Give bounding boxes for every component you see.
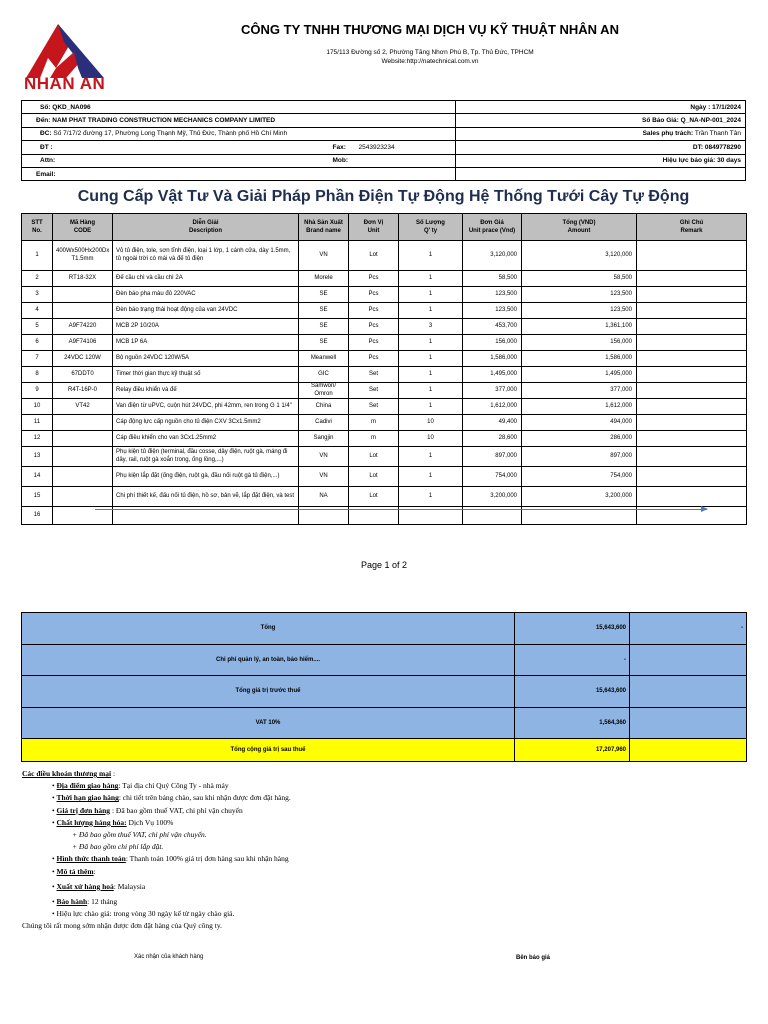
price-cell: 3,120,000: [463, 241, 522, 271]
desc-cell: Phụ kiện lắp đặt (ống điện, ruột gà, đầu nối ruột gà tủ điện,...): [113, 467, 299, 487]
stt-cell: 5: [22, 319, 53, 335]
unit-cell: Lot: [349, 467, 399, 487]
price-cell: 123,500: [463, 303, 522, 319]
code-cell: 67DDT0: [53, 367, 113, 383]
unit-cell: Lot: [349, 241, 399, 271]
table-row: [22, 303, 747, 319]
info-row: [22, 127, 746, 140]
unit-cell: Set: [349, 399, 399, 415]
remark-cell: [637, 431, 747, 447]
qty-cell: 1: [399, 241, 463, 271]
table-row: [22, 271, 747, 287]
stt-cell: 6: [22, 335, 53, 351]
stt-cell: 8: [22, 367, 53, 383]
items-table: [21, 213, 747, 525]
term-sub-item: + Đã bao gồm thuế VAT, chi phí vận chuyển.: [72, 830, 207, 840]
col-price: Đơn Giá Unit prace (Vnd): [463, 214, 522, 241]
brand-cell: VN: [299, 447, 349, 467]
totals-value: 1,564,360: [515, 707, 630, 739]
price-cell: 453,700: [463, 319, 522, 335]
col-desc: Diễn Giải Description: [113, 214, 299, 241]
customer-info-table: [21, 100, 746, 181]
term-text: : chi tiết trên bảng chào, sau khi nhận được đơn đặt hàng.: [118, 793, 291, 803]
brand-cell: SE: [299, 319, 349, 335]
stt-cell: 1: [22, 241, 53, 271]
qty-cell: 10: [399, 431, 463, 447]
table-row: [22, 447, 747, 467]
term-label: Chất lượng hàng hóa:: [56, 817, 127, 827]
company-name: CÔNG TY TNHH THƯƠNG MẠI DỊCH VỤ KỸ THUẬT NHÂN AN: [241, 22, 619, 37]
term-sub-item: + Đã bao gồm chi phí lắp đặt.: [72, 842, 164, 852]
totals-remark: [630, 707, 747, 739]
remark-cell: [637, 467, 747, 487]
stt-cell: 16: [22, 507, 53, 525]
table-row: [22, 319, 747, 335]
bullet: •: [52, 805, 55, 815]
closing-note: Chúng tôi rất mong sớm nhận được đơn đặt hàng của Quý công ty.: [22, 921, 223, 931]
company-address: [220, 48, 640, 66]
unit-cell: m: [349, 431, 399, 447]
qty-cell: 1: [399, 467, 463, 487]
totals-row: [22, 739, 747, 762]
bullet: •: [52, 793, 55, 803]
col-unit: Đơn Vị Unit: [349, 214, 399, 241]
bullet: •: [52, 817, 55, 827]
email: Email:: [22, 167, 456, 180]
code-cell: [53, 415, 113, 431]
table-row: [22, 487, 747, 507]
code-cell: 400Wx500Hx200Dx T1.5mm: [53, 241, 113, 271]
sales-person: Sales phụ trách: Trần Thanh Tân: [456, 127, 746, 140]
bullet: •: [52, 781, 55, 791]
amount-cell: 3,200,000: [522, 487, 637, 507]
totals-label: Tổng giá trị trước thuế: [22, 676, 515, 708]
col-amount: Tổng (VND) Amount: [522, 214, 637, 241]
address: ĐC: Số 7/17/2 đường 17, Phường Long Thạnh Mỹ, Thủ Đức, Thành phố Hồ Chí Minh: [22, 127, 456, 140]
totals-label: Chi phí quản lý, an toàn, bảo hiểm....: [22, 644, 515, 676]
amount-cell: 156,000: [522, 335, 637, 351]
totals-remark: -: [630, 613, 747, 645]
description-term: • Mô tả thêm:: [52, 866, 96, 876]
stt-cell: 13: [22, 447, 53, 467]
quote-title: Cung Cấp Vật Tư Và Giải Pháp Phần Điện Tự Động Hệ Thống Tưới Cây Tự Động: [77, 188, 690, 205]
remark-cell: [637, 447, 747, 467]
info-row: [22, 167, 746, 180]
commercial-terms: [22, 768, 582, 933]
term-item: [22, 792, 582, 804]
qty-cell: 1: [399, 271, 463, 287]
quote-number: Số: QKD_NA096: [22, 101, 456, 114]
amount-cell: 123,500: [522, 287, 637, 303]
stt-cell: 7: [22, 351, 53, 367]
amount-cell: 58,500: [522, 271, 637, 287]
desc-cell: Đèn báo pha màu đỏ 220VAC: [113, 287, 299, 303]
origin-term: • Xuất xứ hàng hoá: Malaysia: [52, 881, 146, 891]
remark-cell: [637, 415, 747, 431]
desc-cell: Bộ nguồn 24VDC 120W/5A: [113, 351, 299, 367]
totals-remark: [630, 644, 747, 676]
brand-cell: Cadivi: [299, 415, 349, 431]
desc-cell: Vỏ tủ điện, tole, sơn tĩnh điện, loại 1 lớp, 1 cánh cửa, dày 1.5mm, tủ ngoài trời có mái và đế tủ điện: [113, 241, 299, 271]
desc-cell: Chi phí thiết kế, đấu nối tủ điện, hồ sơ, bản vẽ, lắp đặt điện, và test: [113, 487, 299, 507]
amount-cell: 1,586,000: [522, 351, 637, 367]
row-arrow-line: [95, 509, 707, 510]
qty-cell: 10: [399, 415, 463, 431]
price-cell: 28,600: [463, 431, 522, 447]
totals-row: [22, 613, 747, 645]
col-code: Mã Hàng CODE: [53, 214, 113, 241]
terms-heading: Các điều khoản thương mại :: [22, 769, 116, 778]
remark-cell: [637, 287, 747, 303]
code-cell: [53, 431, 113, 447]
brand-cell: NA: [299, 487, 349, 507]
price-cell: 377,000: [463, 383, 522, 399]
page-number: Page 1 of 2: [360, 560, 408, 570]
brand-cell: SE: [299, 303, 349, 319]
unit-cell: Lot: [349, 487, 399, 507]
row-arrow-head: [701, 506, 708, 512]
stt-cell: 10: [22, 399, 53, 415]
amount-cell: 1,612,000: [522, 399, 637, 415]
price-cell: 156,000: [463, 335, 522, 351]
remark-cell: [637, 303, 747, 319]
amount-cell: 754,000: [522, 467, 637, 487]
desc-cell: Relay điều khiển và đế: [113, 383, 299, 399]
website-line: Website:http://natechnical.com.vn: [381, 58, 479, 65]
unit-cell: Pcs: [349, 271, 399, 287]
table-row: [22, 287, 747, 303]
brand-cell: VN: [299, 241, 349, 271]
unit-cell: Pcs: [349, 287, 399, 303]
table-row: [22, 415, 747, 431]
col-qty: Số Lượng Q' ty: [399, 214, 463, 241]
qty-cell: 1: [399, 303, 463, 319]
code-cell: [53, 287, 113, 303]
unit-cell: Pcs: [349, 319, 399, 335]
amount-cell: 123,500: [522, 303, 637, 319]
phone-fax: ĐT : Fax: 2543923234: [22, 141, 456, 154]
brand-cell: Sangjin: [299, 431, 349, 447]
quote-date: Ngày : 17/1/2024: [456, 101, 746, 114]
term-text: Dịch Vụ 100%: [126, 817, 174, 827]
remark-cell: [637, 271, 747, 287]
address-line: 175/113 Đường số 2, Phường Tăng Nhơn Phú B, Tp. Thủ Đức, TPHCM: [326, 49, 534, 56]
table-row: [22, 367, 747, 383]
price-cell: 1,612,000: [463, 399, 522, 415]
totals-value: 15,643,600: [515, 676, 630, 708]
sales-phone: DT: 0849778290: [456, 141, 746, 154]
code-cell: [53, 487, 113, 507]
desc-cell: MCB 1P 6A: [113, 335, 299, 351]
desc-cell: MCB 2P 10/20A: [113, 319, 299, 335]
totals-label: VAT 10%: [22, 707, 515, 739]
remark-cell: [637, 383, 747, 399]
price-cell: 1,495,000: [463, 367, 522, 383]
empty-cell: [456, 167, 746, 180]
remark-cell: [637, 335, 747, 351]
table-row: [22, 383, 747, 399]
attn-mob: Attn: Mob:: [22, 154, 456, 167]
unit-cell: m: [349, 415, 399, 431]
price-cell: 754,000: [463, 467, 522, 487]
amount-cell: 494,000: [522, 415, 637, 431]
amount-cell: 1,361,100: [522, 319, 637, 335]
totals-value: 15,643,600: [515, 613, 630, 645]
stt-cell: 14: [22, 467, 53, 487]
term-label: Thời hạn giao hàng: [56, 793, 119, 803]
totals-row: [22, 676, 747, 708]
remark-cell: [637, 351, 747, 367]
info-row: [22, 154, 746, 167]
table-row: [22, 335, 747, 351]
qty-cell: 1: [399, 335, 463, 351]
price-cell: 123,500: [463, 287, 522, 303]
col-remark: Ghi Chú Remark: [637, 214, 747, 241]
desc-cell: Đèn báo trạng thái hoạt động của van 24VDC: [113, 303, 299, 319]
stt-cell: 4: [22, 303, 53, 319]
col-stt: STT No.: [22, 214, 53, 241]
unit-cell: Lot: [349, 447, 399, 467]
table-row: [22, 351, 747, 367]
term-item: [22, 805, 582, 817]
unit-cell: Pcs: [349, 351, 399, 367]
warranty-term: • Bảo hành: 12 tháng: [52, 897, 118, 907]
brand-cell: VN: [299, 467, 349, 487]
desc-cell: Cáp động lực cấp nguồn cho tủ điện CXV 3Cx1.5mm2: [113, 415, 299, 431]
info-row: [22, 101, 746, 114]
payment-term: • Hình thức thanh toán: Thanh toán 100% giá trị đơn hàng sau khi nhận hàng: [52, 854, 289, 864]
code-cell: A9F74220: [53, 319, 113, 335]
code-cell: 24VDC 120W: [53, 351, 113, 367]
price-cell: 1,586,000: [463, 351, 522, 367]
qty-cell: 1: [399, 287, 463, 303]
term-item: [22, 780, 582, 792]
validity-term: • Hiệu lực chào giá: trong vòng 30 ngày kể từ ngày chào giá.: [52, 909, 235, 919]
totals-label: Tổng: [22, 613, 515, 645]
stt-cell: 2: [22, 271, 53, 287]
desc-cell: Timer thời gian thực kỹ thuật số: [113, 367, 299, 383]
brand-cell: Meanwell: [299, 351, 349, 367]
qty-cell: 3: [399, 319, 463, 335]
remark-cell: [637, 319, 747, 335]
validity: Hiệu lực báo giá: 30 days: [456, 154, 746, 167]
amount-cell: 1,495,000: [522, 367, 637, 383]
remark-cell: [637, 487, 747, 507]
totals-remark: [630, 676, 747, 708]
qty-cell: 1: [399, 367, 463, 383]
code-cell: [53, 467, 113, 487]
totals-table: [21, 612, 747, 762]
price-cell: 58,500: [463, 271, 522, 287]
logo-text: NHAN AN: [24, 74, 106, 93]
table-row: [22, 467, 747, 487]
info-row: [22, 114, 746, 127]
amount-cell: 377,000: [522, 383, 637, 399]
remark-cell: [637, 367, 747, 383]
totals-value: 17,207,960: [515, 739, 630, 762]
table-row: [22, 241, 747, 271]
brand-cell: SE: [299, 335, 349, 351]
amount-cell: 897,000: [522, 447, 637, 467]
brand-cell: Morele: [299, 271, 349, 287]
desc-cell: Phụ kiện tủ điện (terminal, đầu cosse, dây điện, ruột gà, máng đi dây, rail, ruột gà xoắn trong, ống lồng,...): [113, 447, 299, 467]
stt-cell: 11: [22, 415, 53, 431]
table-row: [22, 431, 747, 447]
qty-cell: 1: [399, 399, 463, 415]
info-row: [22, 141, 746, 154]
brand-cell: Samwon/ Omron: [299, 383, 349, 399]
totals-remark: [630, 739, 747, 762]
code-cell: VT42: [53, 399, 113, 415]
table-row: [22, 399, 747, 415]
desc-cell: Đế cầu chì và cầu chì 2A: [113, 271, 299, 287]
unit-cell: Pcs: [349, 303, 399, 319]
unit-cell: Set: [349, 367, 399, 383]
qty-cell: 1: [399, 383, 463, 399]
term-label: Giá trị đơn hàng: [56, 805, 111, 815]
amount-cell: 286,000: [522, 431, 637, 447]
recipient: Đến: NAM PHAT TRADING CONSTRUCTION MECHANICS COMPANY LIMITED: [22, 114, 456, 127]
desc-cell: Cáp điều khiển cho van 3Cx1.25mm2: [113, 431, 299, 447]
brand-cell: GIC: [299, 367, 349, 383]
term-label: Địa điểm giao hàng: [56, 781, 119, 791]
term-item: [22, 817, 582, 829]
desc-cell: Van điện từ uPVC, cuộn hút 24VDC, phi 42mm, ren trong G 1 1/4": [113, 399, 299, 415]
totals-row: [22, 707, 747, 739]
term-text: : Đã bao gồm thuế VAT, chi phí vận chuyển: [110, 805, 243, 815]
unit-cell: Pcs: [349, 335, 399, 351]
stt-cell: 12: [22, 431, 53, 447]
code-cell: R4T-16P-0: [53, 383, 113, 399]
totals-label: Tổng cộng giá trị sau thuế: [22, 739, 515, 762]
price-cell: 897,000: [463, 447, 522, 467]
price-cell: 3,200,000: [463, 487, 522, 507]
remark-cell: [637, 399, 747, 415]
col-brand: Nhà Sản Xuất Brand name: [299, 214, 349, 241]
code-cell: A9F74106: [53, 335, 113, 351]
qty-cell: 1: [399, 447, 463, 467]
brand-cell: China: [299, 399, 349, 415]
qty-cell: 1: [399, 487, 463, 507]
quote-code: Số Báo Giá: Q_NA-NP-001_2024: [456, 114, 746, 127]
amount-cell: 3,120,000: [522, 241, 637, 271]
term-text: : Tại địa chỉ Quý Công Ty - nhà máy: [118, 781, 229, 791]
code-cell: [53, 447, 113, 467]
header-row: [22, 214, 747, 241]
totals-row: [22, 644, 747, 676]
stt-cell: 9: [22, 383, 53, 399]
code-cell: RT18-32X: [53, 271, 113, 287]
stt-cell: 3: [22, 287, 53, 303]
unit-cell: Set: [349, 383, 399, 399]
code-cell: [53, 303, 113, 319]
customer-signature: Xác nhận của khách hàng: [134, 954, 204, 960]
brand-cell: SE: [299, 287, 349, 303]
totals-value: -: [515, 644, 630, 676]
remark-cell: [637, 241, 747, 271]
supplier-signature: Bên báo giá: [516, 955, 551, 961]
price-cell: 49,400: [463, 415, 522, 431]
stt-cell: 15: [22, 487, 53, 507]
qty-cell: 1: [399, 351, 463, 367]
